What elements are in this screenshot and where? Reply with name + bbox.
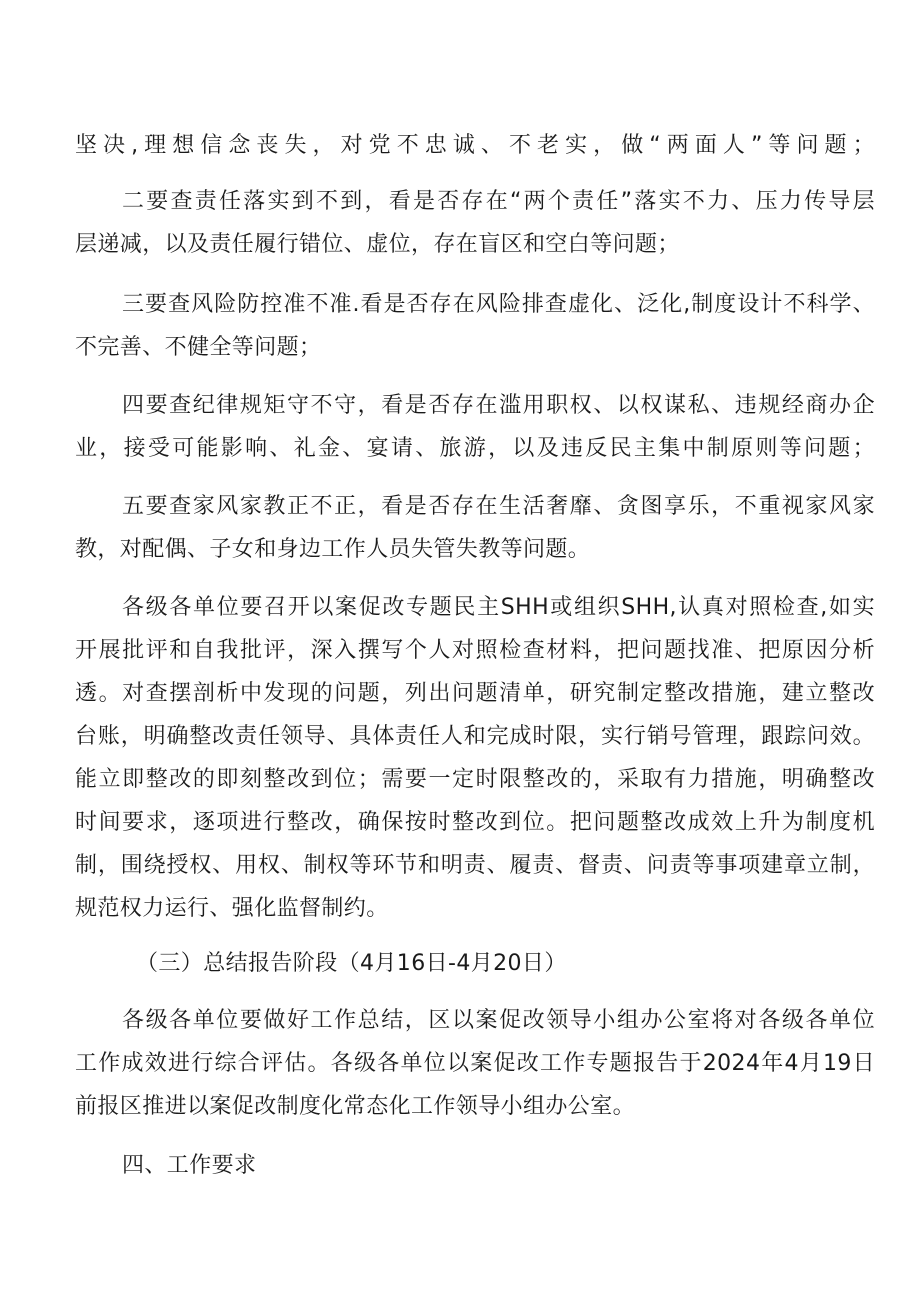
paragraph-line: 三要查风险防控准不准.看是否存在风险排查虚化、泛化,制度设计不科学、 — [122, 292, 875, 317]
paragraph-line: 规范权力运行、强化监督制约。 — [75, 896, 389, 921]
paragraph-line: 各级各单位要做好工作总结，区以案促改领导小组办公室将对各级各单位 — [122, 1008, 875, 1033]
section-heading: （三）总结报告阶段（4月16日-4月20日） — [136, 951, 567, 976]
paragraph-line: 能立即整改的即刻整改到位；需要一定时限整改的，采取有力措施，明确整改 — [75, 767, 875, 792]
paragraph-line: 坚决,理想信念丧失，对党不忠诚、不老实，做“两面人”等问题； — [75, 133, 875, 158]
paragraph-line: 制，围绕授权、用权、制权等环节和明责、履责、督责、问责等事项建章立制， — [75, 853, 875, 878]
paragraph-line: 不完善、不健全等问题； — [75, 335, 322, 360]
paragraph-line: 各级各单位要召开以案促改专题民主SHH或组织SHH,认真对照检查,如实 — [122, 595, 875, 620]
paragraph-line: 二要查责任落实到不到，看是否存在“两个责任”落实不力、压力传导层 — [122, 189, 875, 214]
paragraph-line: 工作成效进行综合评估。各级各单位以案促改工作专题报告于2024年4月19日 — [75, 1051, 875, 1076]
section-heading: 四、工作要求 — [122, 1153, 257, 1178]
paragraph-line: 层递减，以及责任履行错位、虚位，存在盲区和空白等问题； — [75, 232, 680, 257]
paragraph-line: 五要查家风家教正不正，看是否存在生活奢靡、贪图享乐，不重视家风家 — [122, 494, 875, 519]
paragraph-line: 开展批评和自我批评，深入撰写个人对照检查材料，把问题找准、把原因分析 — [75, 638, 875, 663]
paragraph-line: 业，接受可能影响、礼金、宴请、旅游，以及违反民主集中制原则等问题； — [75, 436, 875, 461]
paragraph-line: 教，对配偶、子女和身边工作人员失管失教等问题。 — [75, 537, 591, 562]
paragraph-line: 时间要求，逐项进行整改，确保按时整改到位。把问题整改成效上升为制度机 — [75, 810, 875, 835]
paragraph-line: 四要查纪律规矩守不守，看是否存在滥用职权、以权谋私、违规经商办企 — [122, 393, 875, 418]
paragraph-line: 透。对查摆剖析中发现的问题，列出问题清单，研究制定整改措施，建立整改 — [75, 681, 875, 706]
paragraph-line: 前报区推进以案促改制度化常态化工作领导小组办公室。 — [75, 1094, 636, 1119]
paragraph-line: 台账，明确整改责任领导、具体责任人和完成时限，实行销号管理，跟踪问效。 — [75, 724, 875, 749]
